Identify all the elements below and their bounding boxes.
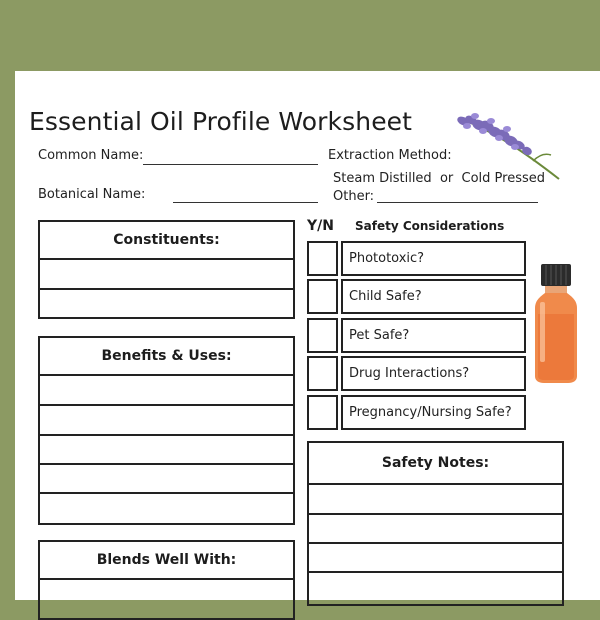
safety-notes-row[interactable] bbox=[309, 515, 562, 544]
constituents-row[interactable] bbox=[40, 260, 293, 290]
benefits-row[interactable] bbox=[40, 406, 293, 436]
constituents-title: Constituents: bbox=[40, 222, 293, 260]
constituents-row[interactable] bbox=[40, 290, 293, 317]
safety-notes-row[interactable] bbox=[309, 544, 562, 573]
drug-interactions-question: Drug Interactions? bbox=[341, 356, 526, 391]
child-safe-checkbox[interactable] bbox=[307, 279, 338, 314]
benefits-row[interactable] bbox=[40, 494, 293, 523]
botanical-name-label: Botanical Name: bbox=[38, 187, 146, 202]
pregnancy-safe-checkbox[interactable] bbox=[307, 395, 338, 430]
safety-notes-section bbox=[307, 441, 564, 606]
pet-safe-checkbox[interactable] bbox=[307, 318, 338, 353]
pregnancy-safe-question: Pregnancy/Nursing Safe? bbox=[341, 395, 526, 430]
safety-notes-row[interactable] bbox=[309, 485, 562, 515]
drug-interactions-checkbox[interactable] bbox=[307, 356, 338, 391]
blends-title: Blends Well With: bbox=[40, 542, 293, 580]
extraction-method-label: Extraction Method: bbox=[328, 148, 452, 163]
benefits-row[interactable] bbox=[40, 376, 293, 406]
yes-no-header: Y/N bbox=[307, 218, 334, 234]
safety-considerations-title: Safety Considerations bbox=[355, 219, 505, 233]
benefits-title: Benefits & Uses: bbox=[40, 338, 293, 376]
blends-row[interactable] bbox=[40, 580, 293, 610]
phototoxic-checkbox[interactable] bbox=[307, 241, 338, 276]
safety-notes-row[interactable] bbox=[309, 573, 562, 603]
phototoxic-question: Phototoxic? bbox=[341, 241, 526, 276]
worksheet-page bbox=[15, 71, 600, 600]
benefits-row[interactable] bbox=[40, 465, 293, 494]
blends-section bbox=[38, 540, 295, 620]
safety-notes-title: Safety Notes: bbox=[309, 443, 562, 485]
oil-bottle-icon bbox=[532, 262, 580, 384]
constituents-section bbox=[38, 220, 295, 319]
child-safe-question: Child Safe? bbox=[341, 279, 526, 314]
common-name-label: Common Name: bbox=[38, 148, 144, 163]
common-name-field[interactable] bbox=[143, 164, 318, 165]
botanical-name-field[interactable] bbox=[173, 202, 318, 203]
other-label: Other: bbox=[333, 189, 375, 204]
page-title: Essential Oil Profile Worksheet bbox=[29, 107, 413, 136]
extraction-options: Steam Distilled or Cold Pressed bbox=[333, 171, 546, 186]
pet-safe-question: Pet Safe? bbox=[341, 318, 526, 353]
benefits-row[interactable] bbox=[40, 436, 293, 465]
benefits-section bbox=[38, 336, 295, 525]
other-field[interactable] bbox=[377, 202, 538, 203]
